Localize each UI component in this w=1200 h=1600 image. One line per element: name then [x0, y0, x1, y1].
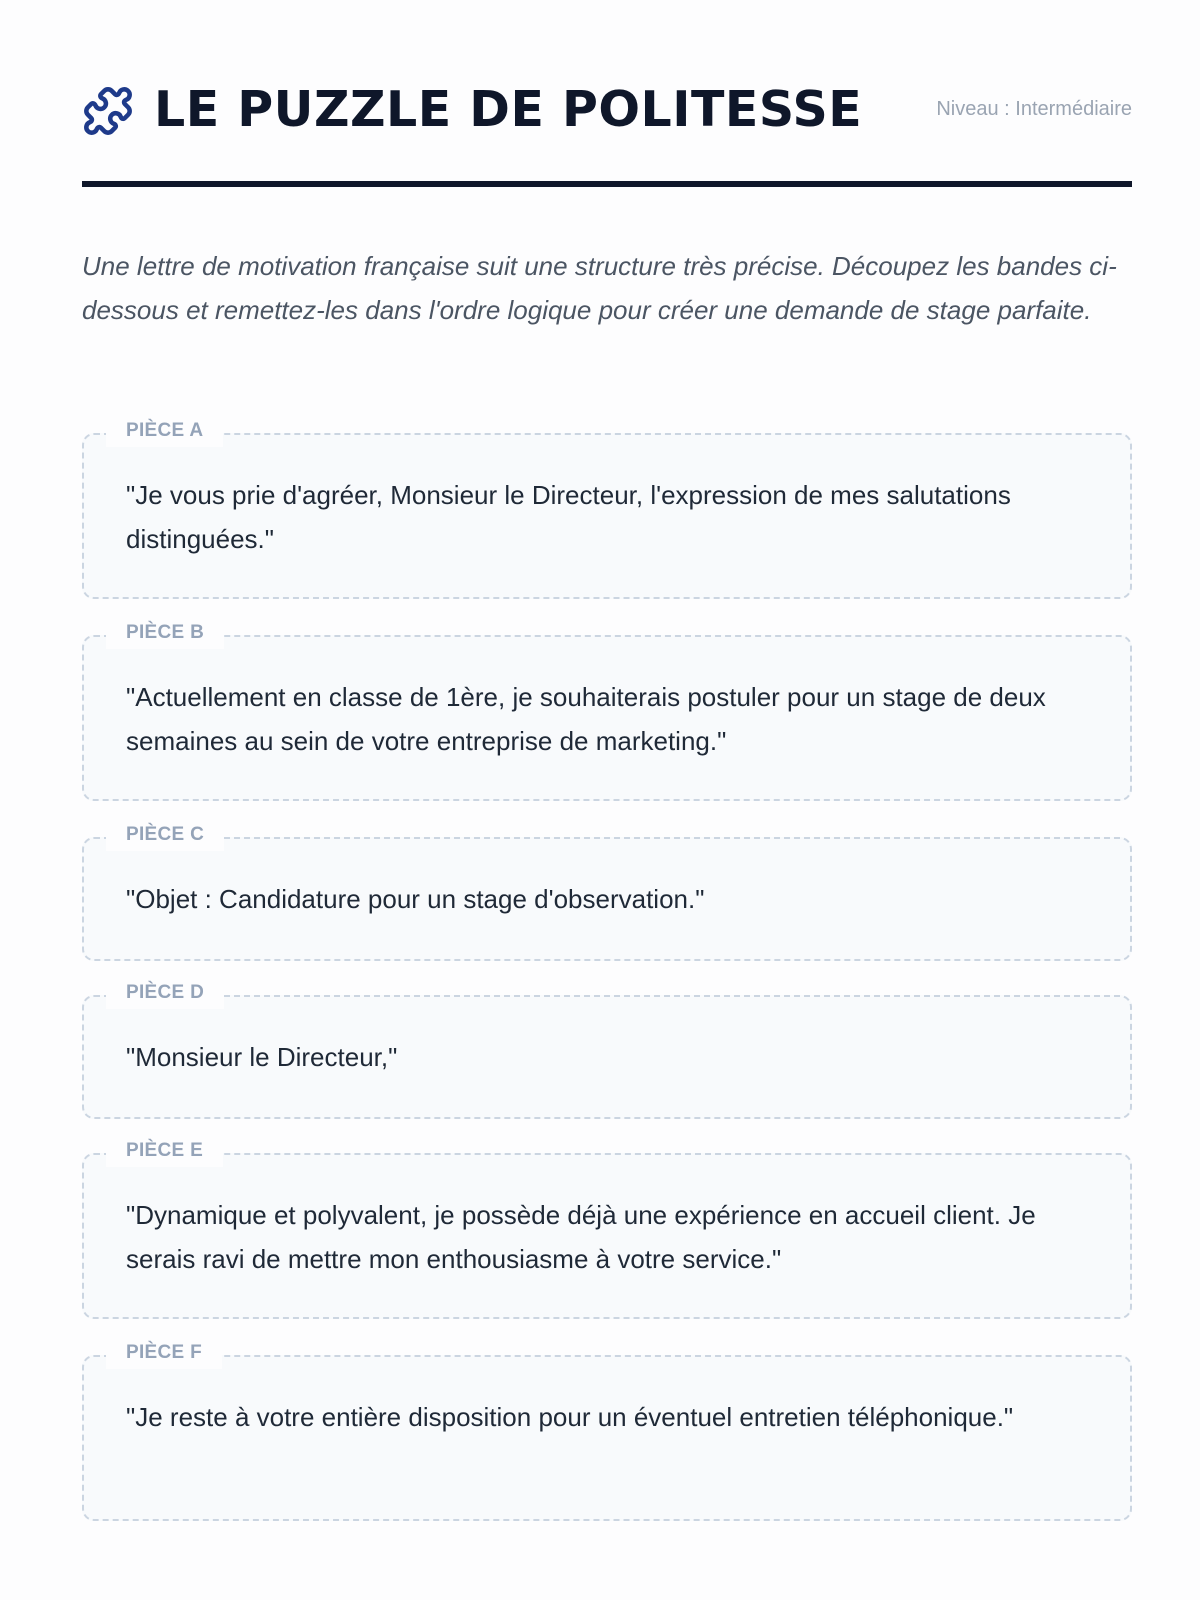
piece-card[interactable] — [82, 1140, 1132, 1319]
piece-label: PIÈCE C — [106, 819, 224, 851]
piece-label: PIÈCE E — [106, 1135, 223, 1167]
piece-card[interactable] — [82, 1342, 1132, 1521]
piece-label: PIÈCE B — [106, 617, 224, 649]
piece-text: "Je reste à votre entière disposition pour un éventuel entretien téléphonique." — [126, 1402, 1014, 1432]
piece-card[interactable] — [82, 982, 1132, 1119]
header — [82, 0, 1132, 186]
worksheet-page — [82, 0, 1132, 1432]
piece-text: "Je vous prie d'agréer, Monsieur le Directeur, l'expression de mes salutations distinguées." — [126, 480, 1011, 554]
piece-label: PIÈCE A — [106, 415, 223, 447]
piece-label: PIÈCE F — [106, 1337, 222, 1369]
piece-text: "Dynamique et polyvalent, je possède déjà une expérience en accueil client. Je serais ravi de mettre mon enthousiasme à votre service." — [126, 1200, 1036, 1274]
page-title: LE PUZZLE DE POLITESSE — [154, 81, 863, 138]
level-label: Niveau : Intermédiaire — [936, 98, 1132, 120]
piece-card[interactable] — [82, 824, 1132, 961]
intro-text: Une lettre de motivation française suit une structure très précise. Découpez les bandes ci-dessous et remettez-les dans l'ordre logique pour créer une demande de stage parfaite. — [82, 251, 1117, 325]
puzzle-icon — [82, 85, 134, 137]
piece-text: "Objet : Candidature pour un stage d'observation." — [126, 884, 705, 914]
header-divider — [82, 181, 1132, 187]
piece-text: "Actuellement en classe de 1ère, je souhaiterais postuler pour un stage de deux semaines au sein de votre entreprise de marketing." — [126, 682, 1046, 756]
piece-card[interactable] — [82, 420, 1132, 599]
piece-card[interactable] — [82, 622, 1132, 801]
piece-label: PIÈCE D — [106, 977, 224, 1009]
piece-text: "Monsieur le Directeur," — [126, 1042, 398, 1072]
